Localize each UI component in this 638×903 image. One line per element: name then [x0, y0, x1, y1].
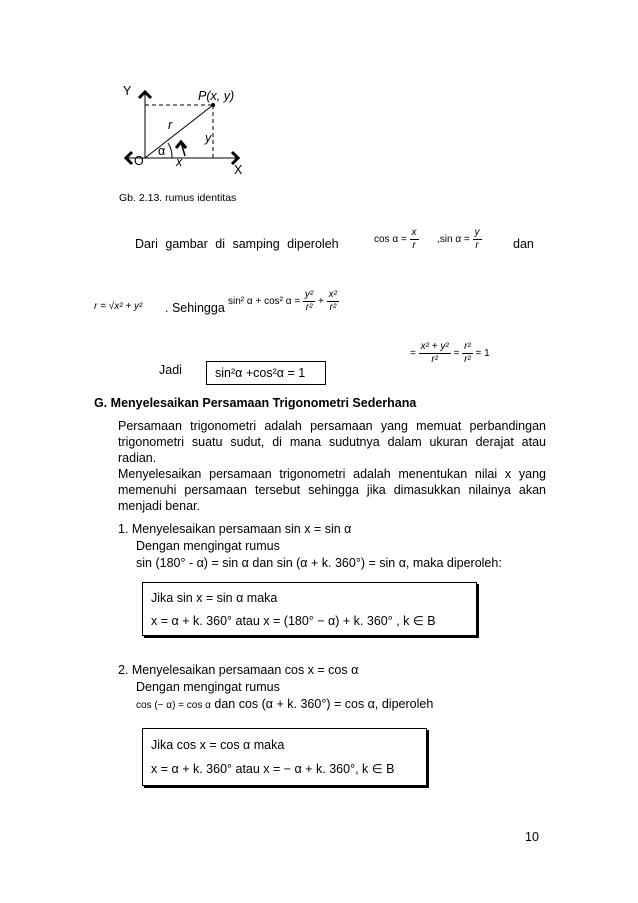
cos-den: r — [412, 240, 416, 251]
page-number: 10 — [525, 830, 539, 844]
section-paragraph-1: Persamaan trigonometri adalah persamaan yang memuat perbandingan trigonometri suatu sudut, di mana sudutnya dalam ukuran derajat atau radian. — [118, 419, 546, 465]
section-heading: G. Menyelesaikan Persamaan Trigonometri Sederhana — [94, 396, 417, 410]
x-segment-label: x — [176, 155, 183, 169]
axis-label-x: X — [234, 163, 243, 177]
cos-num: x — [411, 227, 417, 238]
frac2-den: r² — [329, 302, 337, 313]
item2-line3-rest: dan cos (α + k. 360°) = cos α, diperoleh — [210, 697, 434, 711]
cos-fraction — [410, 227, 419, 252]
frac1-den: r² — [305, 302, 313, 313]
item1-box — [142, 582, 477, 636]
frac4 — [462, 341, 473, 366]
identity-frac2 — [327, 289, 339, 314]
eq1: = — [410, 348, 416, 360]
identity-formula — [228, 289, 339, 314]
cos-lhs: cos α = — [374, 234, 407, 246]
sin-lhs: ,sin α = — [437, 234, 470, 246]
item2-line3 — [136, 696, 433, 714]
origin-label: O — [134, 154, 144, 168]
item2-line3-small: cos (− α) = cos α — [136, 700, 211, 711]
item1-line3: sin (180° - α) = sin α dan sin (α + k. 360°) = sin α, maka diperoleh: — [136, 556, 502, 570]
identity-lhs: sin² α + cos² α = — [228, 296, 301, 308]
frac3-num: x² + y² — [420, 341, 449, 352]
identity-box — [206, 361, 326, 385]
figure-caption: Gb. 2.13. rumus identitas — [119, 192, 237, 204]
frac3 — [419, 341, 451, 366]
item2-title: 2. Menyelesaikan persamaan cos x = cos α — [118, 663, 359, 677]
eq2: = — [453, 348, 460, 360]
identity-continuation — [410, 341, 490, 366]
frac1-num: y² — [304, 289, 314, 300]
section-paragraph-2: Menyelesaikan persamaan trigonometri adalah menentukan nilai x yang memenuhi persamaan tersebut sehingga jika dimasukkan nilainya akan menjadi benar. — [118, 467, 546, 513]
point-p-label: P(x, y) — [198, 89, 235, 103]
sin-formula — [437, 227, 482, 252]
r-formula: r = √x² + y² — [94, 301, 143, 312]
frac4-num: r² — [464, 341, 471, 352]
item2-line2: Dengan mengingat rumus — [136, 680, 280, 694]
item1-box-line2: x = α + k. 360° atau x = (180° − α) + k. 360° , k ∈ B — [151, 614, 436, 628]
para1-dan: dan — [513, 237, 534, 251]
y-segment-label: y — [205, 131, 212, 145]
alpha-label: α — [158, 144, 166, 158]
jadi-label: Jadi — [159, 363, 182, 377]
radius-label: r — [168, 118, 173, 132]
sehingga-text: . Sehingga — [165, 301, 225, 315]
frac2-num: x² — [328, 289, 338, 300]
item2-box-line1: Jika cos x = cos α maka — [151, 738, 285, 752]
sin-den: r — [475, 240, 479, 251]
cos-formula — [374, 227, 419, 252]
frac3-den: r² — [431, 354, 438, 365]
sin-num: y — [474, 227, 480, 238]
frac4-den: r² — [464, 354, 471, 365]
item1-box-line1: Jika sin x = sin α maka — [151, 591, 278, 605]
item1-title: 1. Menyelesaikan persamaan sin x = sin α — [118, 522, 352, 536]
item2-box-line2: x = α + k. 360° atau x = − α + k. 360°, k ∈ B — [151, 762, 395, 776]
eq3: = 1 — [475, 348, 490, 360]
sin-fraction — [473, 227, 482, 252]
item2-box — [142, 728, 427, 786]
axis-label-y: Y — [123, 84, 132, 98]
item1-line2: Dengan mengingat rumus — [136, 539, 280, 553]
identity-plus: + — [318, 296, 324, 308]
para1-text: Dari gambar di samping diperoleh — [135, 237, 339, 251]
identity-frac1 — [303, 289, 315, 314]
identity-box-text: sin²α +cos²α = 1 — [215, 366, 306, 380]
